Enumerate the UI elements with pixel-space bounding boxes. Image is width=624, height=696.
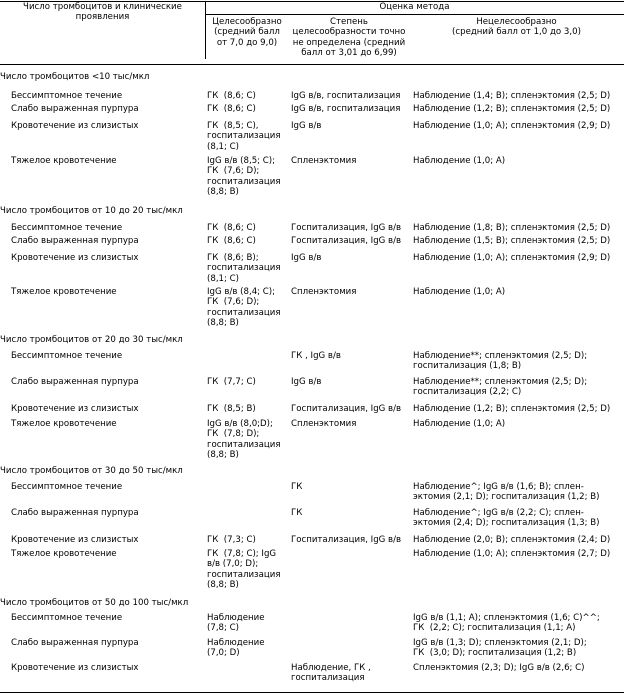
header-col-a: Целесообразно (средний балл от 7,0 до 9,0) [212,17,282,48]
cell-recommended: ГК (8,6; С) [207,104,256,114]
cell-not-recommended: IgG в/в (1,3; D); спленэктомия (2,1; D); ГК (3,0; D); госпитализация (1,2; В) [413,638,587,659]
cell-not-recommended: Наблюдение (1,0; А); спленэктомия (2,9; D) [413,253,611,263]
cell-recommended: Наблюдение (7,0; D) [207,638,265,659]
cell-recommended: ГК (8,6; В); госпитализация (8,1; С) [207,253,281,284]
cell-recommended: ГК (8,6; С) [207,223,256,233]
cell-not-recommended: Наблюдение (1,2; В); спленэктомия (2,5; D) [413,404,611,414]
row-label: Слабо выраженная пурпура [11,377,139,387]
cell-not-recommended: Наблюдение (1,8; В); спленэктомия (2,5; D) [413,223,611,233]
cell-not-recommended: Наблюдение (1,2; В); спленэктомия (2,5; D) [413,104,611,114]
cell-recommended: Наблюдение (7,8; С) [207,613,265,634]
group-header-rule [205,14,624,15]
cell-not-recommended: Наблюдение (1,0; А) [413,156,506,166]
row-label: Бессимптомное течение [11,91,123,101]
row-label: Слабо выраженная пурпура [11,236,139,246]
row-label: Слабо выраженная пурпура [11,508,139,518]
section-title: Число тромбоцитов <10 тыс/мкл [0,72,150,82]
row-label: Бессимптомное течение [11,613,123,623]
row-label: Слабо выраженная пурпура [11,638,139,648]
cell-recommended: IgG в/в (8,0;D); ГК (7,8; D); госпитализация (8,8; В) [207,419,281,460]
row-label: Тяжелое кровотечение [11,156,117,166]
section-title: Число тромбоцитов от 10 до 20 тыс/мкл [0,206,183,216]
cell-not-recommended: Наблюдение^; IgG в/в (2,2; С); сплен- эктомия (2,4; D); госпитализация (1,3; В) [413,508,600,529]
cell-not-recommended: Наблюдение^; IgG в/в (1,6; В); сплен- эктомия (2,1; D); госпитализация (1,2; В) [413,482,600,503]
cell-not-recommended: Наблюдение (1,0; А) [413,419,506,429]
row-label: Тяжелое кровотечение [11,549,117,559]
cell-recommended: ГК (8,6; С) [207,236,256,246]
row-label: Бессимптомное течение [11,223,123,233]
cell-not-recommended: Наблюдение (1,0; А); спленэктомия (2,7; D) [413,549,611,559]
cell-recommended: ГК (7,7; С) [207,377,256,387]
row-label: Бессимптомное течение [11,482,123,492]
row-label: Кровотечение из слизистых [11,253,139,263]
cell-uncertain: ГК [291,482,303,492]
cell-not-recommended: Наблюдение (1,0; А); спленэктомия (2,9; D) [413,121,611,131]
cell-uncertain: Госпитализация, IgG в/в [291,535,402,545]
cell-recommended: ГК (7,3; С) [207,535,256,545]
header-col1: Число тромбоцитов и клинические проявления [23,2,182,23]
cell-recommended: ГК (8,6; С) [207,91,256,101]
cell-uncertain: ГК , IgG в/в [291,351,341,361]
row-label: Тяжелое кровотечение [11,287,117,297]
row-label: Кровотечение из слизистых [11,535,139,545]
row-label: Кровотечение из слизистых [11,121,139,131]
row-label: Тяжелое кровотечение [11,419,117,429]
cell-not-recommended: Наблюдение**; спленэктомия (2,5; D); госпитализация (1,8; В) [413,351,588,372]
cell-recommended: ГК (8,5; С), госпитализация (8,1; С) [207,121,281,152]
cell-uncertain: IgG в/в [291,121,322,131]
bottom-rule [0,692,624,693]
section-title: Число тромбоцитов от 50 до 100 тыс/мкл [0,598,189,608]
cell-not-recommended: Наблюдение (1,5; В); спленэктомия (2,5; D) [413,236,611,246]
cell-uncertain: Наблюдение, ГК , госпитализация [291,663,371,684]
row-label: Бессимптомное течение [11,351,123,361]
cell-uncertain: Госпитализация, IgG в/в [291,404,402,414]
cell-recommended: ГК (8,5; В) [207,404,256,414]
cell-recommended: IgG в/в (8,5; С); ГК (7,6; D); госпитализация (8,8; В) [207,156,281,197]
cell-recommended: ГК (7,8; С); IgG в/в (7,0; D); госпитализация (8,8; В) [207,549,281,590]
row-label: Кровотечение из слизистых [11,663,139,673]
cell-uncertain: Госпитализация, IgG в/в [291,236,402,246]
cell-uncertain: Госпитализация, IgG в/в [291,223,402,233]
cell-not-recommended: Спленэктомия (2,3; D); IgG в/в (2,6; С) [413,663,585,673]
section-title: Число тромбоцитов от 30 до 50 тыс/мкл [0,466,183,476]
cell-not-recommended: Наблюдение (2,0; В); спленэктомия (2,4; D) [413,535,611,545]
cell-not-recommended: Наблюдение**; спленэктомия (2,5; D); госпитализация (2,2; С) [413,377,588,398]
section-title: Число тромбоцитов от 20 до 30 тыс/мкл [0,335,183,345]
header-col-b: Степень целесообразности точно не определена (средний балл от 3,01 до 6,99) [292,17,406,58]
header-group: Оценка метода [379,2,450,12]
cell-not-recommended: Наблюдение (1,4; В); спленэктомия (2,5; D) [413,91,611,101]
row-label: Слабо выраженная пурпура [11,104,139,114]
cell-uncertain: Спленэктомия [291,419,357,429]
row-label: Кровотечение из слизистых [11,404,139,414]
cell-not-recommended: IgG в/в (1,1; А); спленэктомия (1,6; С)^^; ГК (2,2; С); госпитализация (1,1; А) [413,613,600,634]
cell-uncertain: ГК [291,508,303,518]
cell-uncertain: IgG в/в [291,377,322,387]
cell-uncertain: Спленэктомия [291,156,357,166]
cell-uncertain: IgG в/в, госпитализация [291,91,401,101]
cell-uncertain: IgG в/в, госпитализация [291,104,401,114]
cell-not-recommended: Наблюдение (1,0; А) [413,287,506,297]
cell-recommended: IgG в/в (8,4; С); ГК (7,6; D); госпитализация (8,8; В) [207,287,281,328]
header-bottom-rule [0,64,624,65]
header-col-c: Нецелесообразно (средний балл от 1,0 до 3,0) [452,17,581,38]
cell-uncertain: Спленэктомия [291,287,357,297]
cell-uncertain: IgG в/в [291,253,322,263]
